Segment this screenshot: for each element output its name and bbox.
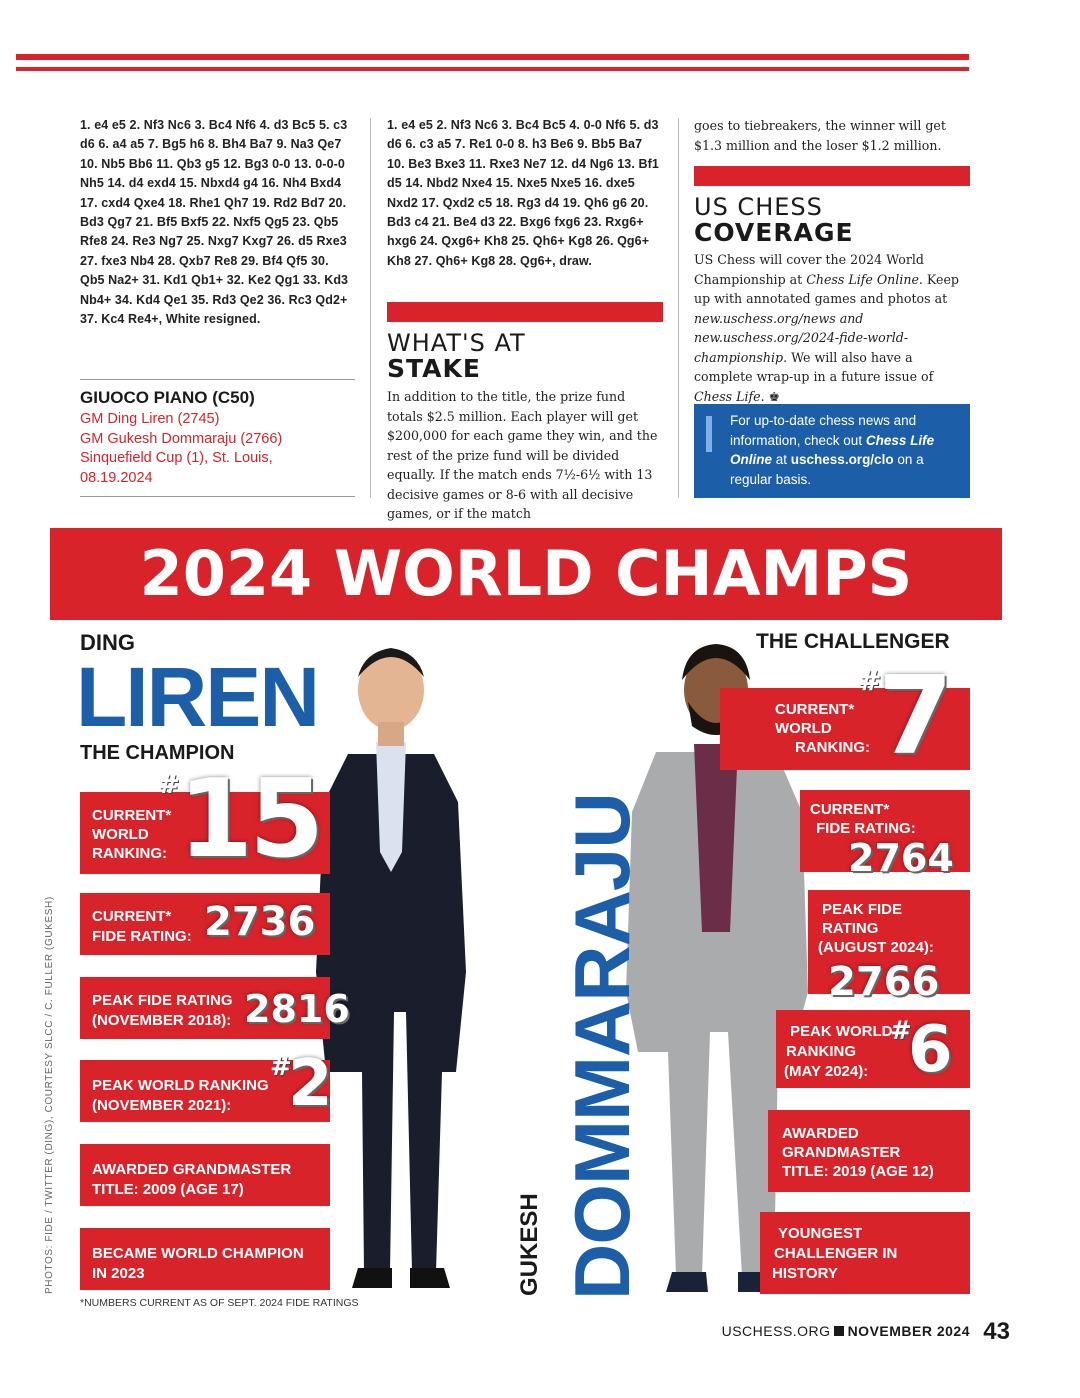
ding-stat-card: PEAK WORLD RANKING (NOVEMBER 2021): <box>80 1060 330 1122</box>
photo-credit: PHOTOS: FIDE / TWITTER (DING), COURTESY SLCC / C. FULLER (GUKESH) <box>44 896 55 1294</box>
coverage-text: US Chess will cover the 2024 World Championship at Chess Life Online. Keep up with annotated games and photos at new.uschess.org/news and new.uschess.org/2024-fide-world-championship. We will also have a complete wrap-up in a future issue of Chess Life. ♚ <box>694 252 959 404</box>
coverage-heading: US CHESS COVERAGE <box>694 193 854 247</box>
gukesh-stat-card: PEAK WORLD RANKING (MAY 2024): <box>776 1010 970 1088</box>
gukesh-last-name: DOMMARAJU <box>558 793 646 1300</box>
black-player: GM Gukesh Dommaraju (2766) <box>80 430 283 447</box>
ding-stat-card: AWARDED GRANDMASTER TITLE: 2009 (AGE 17) <box>80 1144 330 1206</box>
game-date: 08.19.2024 <box>80 469 153 486</box>
event: Sinquefield Cup (1), St. Louis, <box>80 450 273 466</box>
gukesh-stat-card: CURRENT* WORLD RANKING: <box>720 688 970 770</box>
page-number: 43 <box>983 1318 1010 1345</box>
ding-role: THE CHAMPION <box>80 742 235 764</box>
gukesh-fide-rating: 2764 <box>848 836 954 880</box>
gukesh-role: THE CHALLENGER <box>756 630 950 653</box>
header-rule-thick <box>16 54 969 60</box>
opening-title: GIUOCO PIANO (C50) <box>80 388 255 407</box>
gukesh-first-name-wrap <box>516 1193 544 1296</box>
ding-first-name: DING <box>80 630 135 655</box>
header-rule-thin <box>16 67 969 71</box>
ding-peak-rank: 2 <box>288 1047 333 1121</box>
stake-text-cont: goes to tiebreakers, the winner will get $1.3 million and the loser $1.2 million. <box>694 118 946 153</box>
gukesh-peak-rank: 6 <box>908 1013 953 1087</box>
column-separator <box>370 118 371 498</box>
stake-text: In addition to the title, the prize fund totals $2.5 million. Each player will get $200,000 for each game they win, and the rest of the prize fund will be divided equally. If the match ends 7½-6½ with 13 decisive games or 8-6 with all decisive games, or if the match <box>387 389 658 521</box>
end-mark-icon: ♚ <box>768 388 780 404</box>
gukesh-stat-card: PEAK FIDE RATING (AUGUST 2024): <box>808 890 970 994</box>
footer-site: USCHESS.ORG <box>721 1323 831 1339</box>
ding-stat-card: CURRENT* FIDE RATING: <box>80 893 330 955</box>
game-moves-1: 1. e4 e5 2. Nf3 Nc6 3. Bc4 Nf6 4. d3 Bc5 5. c3 d6 6. a4 a5 7. Bg5 h6 8. Bh4 Ba7 9. Na3 Qe7 10. Nb5 Bb6 11. Qb3 g5 12. Bg3 0-0 13. 0-0-0 Nh5 14. d4 exd4 15. Nbxd4 g4 16. Nh4 Bxd4 17. cxd4 Qxe4 18. Rhe1 Qh7 19. Rd2 Bd7 20. Bd3 Qg7 21. Bf5 Bxf5 22. Nxf5 Qg5 23. Qb5 Rfe8 24. Re3 Ng7 25. Nxg7 Kxg7 26. d5 Rxe3 27. fxe3 Nb4 28. Qxb7 Re8 29. Bf4 Qf5 30. Qb5 Na2+ 31. Kd1 Qb1+ 32. Ke2 Qg1 33. Kd3 Nb4+ 34. Kd4 Qe1 35. Rd3 Qe2 36. Rc3 Qd2+ 37. Kc4 Re4+, White resigned. <box>80 118 349 327</box>
footnote: *NUMBERS CURRENT AS OF SEPT. 2024 FIDE RATINGS <box>80 1297 359 1309</box>
gukesh-peak-rank-hash: # <box>890 1016 912 1046</box>
ding-peak-rank-hash: # <box>270 1052 292 1082</box>
ding-last-name: LIREN <box>76 650 318 744</box>
page-footer <box>722 1323 970 1339</box>
column-separator <box>678 118 679 498</box>
ding-rank-hash: # <box>158 770 180 800</box>
gukesh-stat-card: AWARDED GRANDMASTER TITLE: 2019 (AGE 12) <box>768 1110 970 1192</box>
game-info <box>80 410 355 488</box>
promo-stripe <box>706 416 712 452</box>
gukesh-rank-hash: # <box>858 664 882 697</box>
section-bar <box>387 302 663 322</box>
gukesh-world-rank: 7 <box>878 654 954 779</box>
gukesh-peak-rating: 2766 <box>828 959 940 1005</box>
ding-fide-rating: 2736 <box>204 899 316 945</box>
square-icon <box>834 1326 844 1336</box>
ding-stat-card: PEAK FIDE RATING (NOVEMBER 2018): <box>80 977 330 1039</box>
ding-peak-rating: 2816 <box>244 987 350 1031</box>
white-player: GM Ding Liren (2745) <box>80 411 220 427</box>
section-bar <box>694 166 970 186</box>
ding-world-rank: 15 <box>178 757 321 882</box>
ding-stat-card: CURRENT* WORLD RANKING: <box>80 792 330 874</box>
clo-promo-box: For up-to-date chess news and information, check out Chess Life Online at uschess.org/clo on a regular basis. <box>694 404 970 498</box>
footer-issue: NOVEMBER 2024 <box>847 1323 970 1339</box>
gukesh-first-name: GUKESH <box>516 1193 543 1296</box>
divider <box>80 496 355 497</box>
game-moves-2: 1. e4 e5 2. Nf3 Nc6 3. Bc4 Bc5 4. 0-0 Nf6 5. d3 d6 6. c3 a5 7. Re1 0-0 8. h3 Be6 9. Bb5 Ba7 10. Be3 Bxe3 11. Rxe3 Ne7 12. d4 Ng6 13. Bf1 d5 14. Nbd2 Nxe4 15. Nxe5 Nxe5 16. dxe5 Nxd2 17. Qxd2 c5 18. Rg3 d4 19. Qh6 g6 20. Bd3 c4 21. Be4 d3 22. Bxg6 fxg6 23. Rxg6+ hxg6 24. Qxg6+ Kh8 25. Qh6+ Kg8 26. Qg6+ Kh8 27. Qh6+ Kg8 28. Qg6+, draw. <box>387 118 659 268</box>
divider <box>80 379 355 380</box>
ding-photo <box>306 632 476 1296</box>
stake-heading: WHAT'S AT STAKE <box>387 329 526 383</box>
gukesh-stat-card: YOUNGEST CHALLENGER IN HISTORY <box>760 1212 970 1294</box>
gukesh-name-vertical <box>560 793 644 1300</box>
infographic-banner: 2024 WORLD CHAMPS <box>50 528 1002 620</box>
gukesh-stat-card: CURRENT* FIDE RATING: <box>800 790 970 872</box>
ding-stat-card: BECAME WORLD CHAMPION IN 2023 <box>80 1228 330 1290</box>
